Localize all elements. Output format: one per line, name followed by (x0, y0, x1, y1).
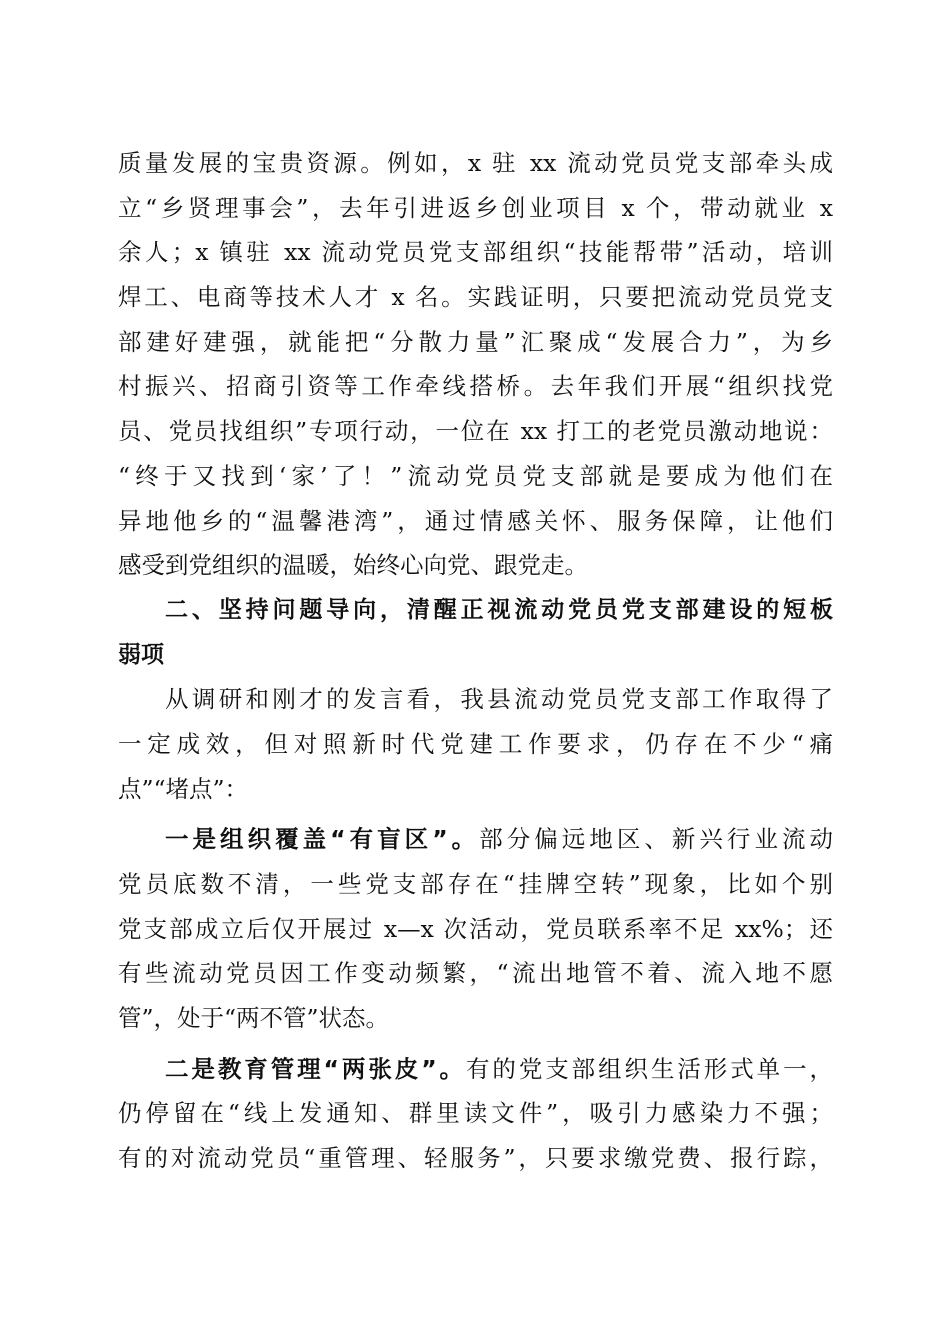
text-line: 异地他乡的“温馨港湾”，通过情感关怀、服务保障，让他们 (118, 506, 833, 535)
text-line: 有些流动党员因工作变动频繁，“流出地管不着、流入地不愿 (118, 959, 833, 988)
paragraph-education-management (118, 1047, 833, 1181)
text-line (118, 817, 833, 862)
text-line: 质量发展的宝贵资源。例如，x 驻 xx 流动党员党支部牵头成 (118, 149, 833, 177)
text-line: 管”，处于“两不管”状态。 (118, 1004, 390, 1033)
paragraph-lead: 一是组织覆盖“有盲区”。 (165, 825, 480, 854)
text-line: 点”“堵点”： (118, 774, 249, 803)
text-line: 仍停留在“线上发通知、群里读文件”，吸引力感染力不强； (118, 1099, 833, 1128)
text-line: 党支部成立后仅开展过 x—x 次活动，党员联系率不足 xx%；还 (118, 914, 833, 943)
text-line: 有的对流动党员“重管理、轻服务”，只要求缴党费、报行踪， (118, 1144, 833, 1173)
heading-line: 二、坚持问题导向，清醒正视流动党员党支部建设的短板 (165, 596, 833, 623)
text-line: 员、党员找组织”专项行动，一位在 xx 打工的老党员激动地说： (118, 417, 833, 446)
paragraph-text: 部分偏远地区、新兴行业流动 (479, 825, 833, 854)
text-line: 村振兴、招商引资等工作牵线搭桥。去年我们开展“组织找党 (118, 372, 833, 401)
text-line: “终于又找到‘家’了！”流动党员党支部就是要成为他们在 (118, 461, 833, 490)
text-line: 感受到党组织的温暖，始终心向党、跟党走。 (118, 551, 588, 580)
section-heading-problem-oriented (118, 588, 833, 677)
text-line: 党员底数不清，一些党支部存在“挂牌空转”现象，比如个别 (118, 870, 833, 898)
paragraph-lead: 二是教育管理“两张皮”。 (165, 1054, 466, 1083)
paragraph-text: 有的党支部组织生活形式单一， (465, 1054, 833, 1083)
paragraph-survey-findings (118, 677, 833, 811)
paragraph-organization-coverage (118, 817, 833, 1040)
text-line: 从调研和刚才的发言看，我县流动党员党支部工作取得了 (165, 685, 833, 714)
text-line: 余人；x 镇驻 xx 流动党员党支部组织“技能帮带”活动，培训 (118, 238, 833, 267)
paragraph-development-resources (118, 141, 833, 588)
text-line: 一定成效，但对照新时代党建工作要求，仍存在不少“痛 (118, 729, 833, 758)
heading-line: 弱项 (118, 641, 164, 668)
text-line: 立“乡贤理事会”，去年引进返乡创业项目 x 个，带动就业 x (118, 193, 833, 222)
text-line (118, 1047, 833, 1092)
document-body (118, 141, 833, 1181)
text-line: 部建好建强，就能把“分散力量”汇聚成“发展合力”，为乡 (118, 327, 833, 356)
text-line: 焊工、电商等技术人才 x 名。实践证明，只要把流动党员党支 (118, 283, 833, 312)
